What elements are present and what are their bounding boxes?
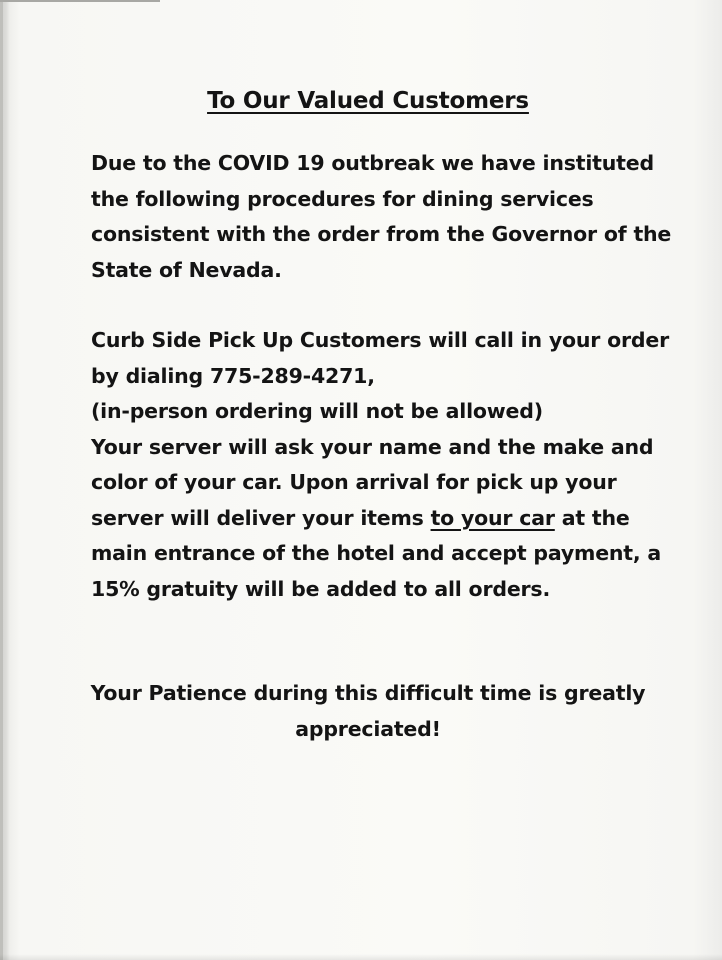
closing-message	[0, 675, 722, 747]
paragraph2-line	[91, 501, 691, 537]
paragraph2-line: Curb Side Pick Up Customers will call in your order	[91, 328, 669, 352]
closing-line: appreciated!	[295, 717, 441, 741]
line6-after: at the	[554, 505, 630, 530]
closing-line: Your Patience during this difficult time is greatly	[90, 681, 646, 705]
paragraph1-line: State of Nevada.	[91, 257, 282, 282]
paragraph2-line: color of your car. Upon arrival for pick up your	[91, 470, 617, 494]
paragraph2-line: (in-person ordering will not be allowed)	[91, 399, 543, 423]
underlined-to-your-car: to your car	[430, 505, 555, 530]
paragraph1-line: Due to the COVID 19 outbreak we have instituted	[91, 151, 654, 175]
paragraph2-line: main entrance of the hotel and accept payment, a	[91, 541, 662, 565]
gratuity-line: 15% gratuity will be added to all orders.	[91, 576, 551, 601]
paper-bottom-shadow	[0, 954, 722, 960]
notice-title	[0, 86, 722, 116]
paragraph-covid-procedures	[91, 146, 691, 288]
paragraph1-line: consistent with the order from the Governor of the	[91, 222, 672, 246]
line6-before: server will deliver your items	[91, 505, 431, 530]
notice-title-text: To Our Valued Customers	[207, 88, 529, 114]
paragraph-curbside-pickup	[91, 323, 691, 607]
phone-number-line: by dialing 775-289-4271,	[91, 363, 375, 388]
paragraph2-line: Your server will ask your name and the make and	[91, 434, 654, 459]
paragraph1-line: the following procedures for dining services	[91, 186, 594, 211]
